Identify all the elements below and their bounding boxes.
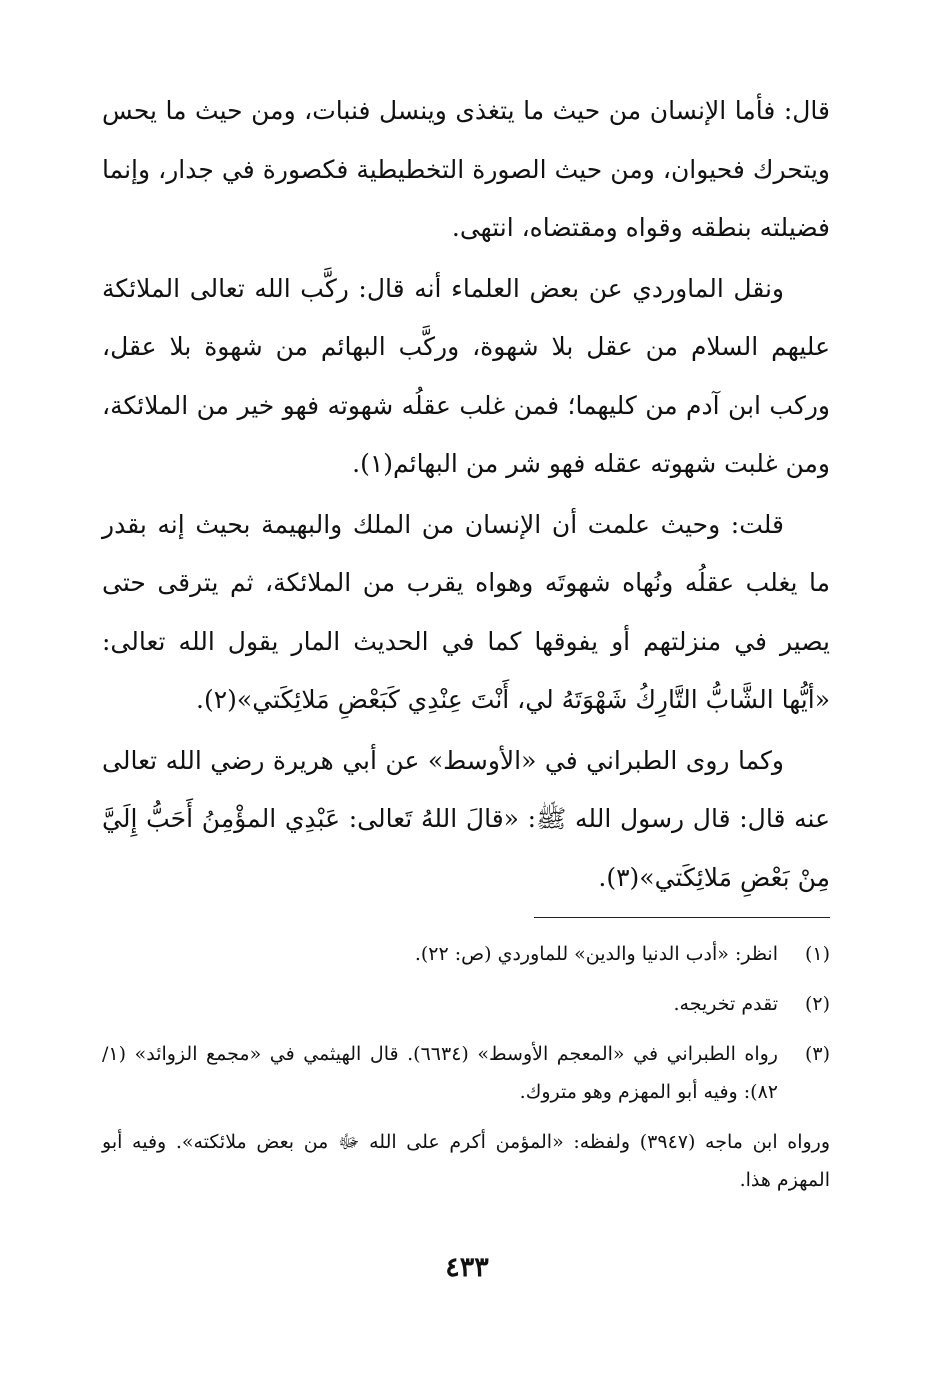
footnote-text: انظر: «أدب الدنيا والدين» للماوردي (ص: ٢٢). [414,943,778,965]
footnote-number: (١) [804,943,830,965]
paragraph-3: قلت: وحيث علمت أن الإنسان من الملك والبهيمة بحيث إنه بقدر ما يغلب عقلُه ونُهاه شهوتَه وهواه يقرب من الملائكة، ثم يترقى حتى يصير في منزلتهم أو يفوقها كما في الحديث المار يقول الله تعالى: «أيُّها الشَّابُّ التَّارِكُ شَهْوَتَهُ لي، أَنْتَ عِنْدِي كَبَعْضِ مَلائِكَتي»(٢). [102,509,830,714]
page-number: ٤٣٣ [445,1252,489,1283]
footnote-1 [102,935,830,973]
paragraph-1: قال: فأما الإنسان من حيث ما يتغذى وينسل فنبات، ومن حيث ما يحس ويتحرك فحيوان، ومن حيث الصورة التخطيطية فكصورة في جدار، وإنما فضيلته بنطقه وقواه ومقتضاه، انتهى. [102,96,830,242]
footnote-text: تقدم تخريجه. [673,993,778,1015]
footnote-number: (٣) [804,1043,830,1065]
footnote-separator [534,917,830,918]
footnote-text: رواه الطبراني في «المعجم الأوسط» (٦٦٣٤). قال الهيثمي في «مجمع الزوائد» (١/ ٨٢): وفيه أبو المهزم وهو متروك. [102,1043,778,1103]
main-text [102,82,830,909]
footnotes [102,935,830,1199]
footnote-number: (٢) [804,993,830,1015]
footnote-3 [102,1035,830,1111]
paragraph-4: وكما روى الطبراني في «الأوسط» عن أبي هريرة رضي الله تعالى عنه قال: قال رسول الله ﷺ: «قالَ اللهُ تَعالى: عَبْدِي المؤْمِنُ أَحَبُّ إِلَيَّ مِنْ بَعْضِ مَلائِكَتي»(٣). [102,745,830,892]
paragraph-2: ونقل الماوردي عن بعض العلماء أنه قال: ركَّب الله تعالى الملائكة عليهم السلام من عقل بلا شهوة، وركَّب البهائم من شهوة بلا عقل، وركب ابن آدم من كليهما؛ فمن غلب عقلُه شهوته فهو خير من الملائكة، ومن غلبت شهوته عقله فهو شر من البهائم(١). [102,273,830,478]
footnote-3-continuation: ورواه ابن ماجه (٣٩٤٧) ولفظه: «المؤمن أكرم على الله ﷻ من بعض ملائكته». وفيه أبو المهزم هذا. [102,1131,830,1191]
footnote-2 [102,985,830,1023]
